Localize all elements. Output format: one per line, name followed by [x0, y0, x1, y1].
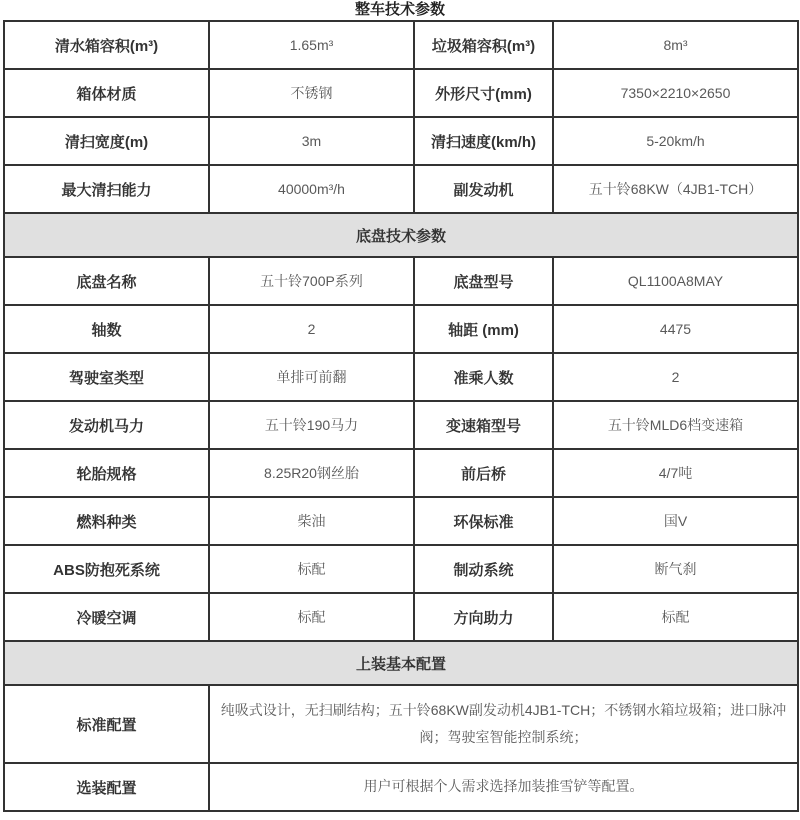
spec-label: 副发动机 [414, 165, 553, 213]
section-header-chassis: 底盘技术参数 [4, 213, 798, 257]
spec-label: 箱体材质 [4, 69, 209, 117]
table-row [4, 545, 798, 593]
spec-value: 单排可前翻 [209, 353, 414, 401]
spec-value: 柴油 [209, 497, 414, 545]
table-row [4, 305, 798, 353]
spec-value: 国V [553, 497, 798, 545]
spec-label: 轴数 [4, 305, 209, 353]
spec-value: 2 [209, 305, 414, 353]
spec-label: 发动机马力 [4, 401, 209, 449]
spec-value: 标配 [553, 593, 798, 641]
spec-value: 五十铃700P系列 [209, 257, 414, 305]
spec-label: 底盘名称 [4, 257, 209, 305]
spec-label: ABS防抱死系统 [4, 545, 209, 593]
spec-value: 8.25R20钢丝胎 [209, 449, 414, 497]
spec-label: 轮胎规格 [4, 449, 209, 497]
spec-value: 五十铃68KW（4JB1-TCH） [553, 165, 798, 213]
spec-table [3, 20, 799, 812]
section-header-upper: 上装基本配置 [4, 641, 798, 685]
spec-label: 环保标准 [414, 497, 553, 545]
table-row [4, 401, 798, 449]
spec-value: 用户可根据个人需求选择加装推雪铲等配置。 [209, 763, 798, 811]
spec-label: 轴距 (mm) [414, 305, 553, 353]
spec-label: 驾驶室类型 [4, 353, 209, 401]
spec-value: 3m [209, 117, 414, 165]
spec-value: 断气刹 [553, 545, 798, 593]
spec-value: QL1100A8MAY [553, 257, 798, 305]
page-title: 整车技术参数 [354, 1, 445, 18]
table-row [4, 593, 798, 641]
table-row [4, 353, 798, 401]
spec-label: 最大清扫能力 [4, 165, 209, 213]
spec-value: 标配 [209, 593, 414, 641]
spec-label: 制动系统 [414, 545, 553, 593]
table-row-section [4, 641, 798, 685]
spec-label: 准乘人数 [414, 353, 553, 401]
table-row [4, 69, 798, 117]
spec-label: 冷暖空调 [4, 593, 209, 641]
spec-label: 燃料种类 [4, 497, 209, 545]
spec-value: 7350×2210×2650 [553, 69, 798, 117]
spec-value: 5-20km/h [553, 117, 798, 165]
spec-value: 不锈钢 [209, 69, 414, 117]
spec-value: 4475 [553, 305, 798, 353]
spec-label: 方向助力 [414, 593, 553, 641]
spec-value: 1.65m³ [209, 21, 414, 69]
spec-label: 清扫速度(km/h) [414, 117, 553, 165]
spec-value: 2 [553, 353, 798, 401]
table-row [4, 21, 798, 69]
table-row [4, 763, 798, 811]
spec-label: 底盘型号 [414, 257, 553, 305]
spec-label: 清水箱容积(m³) [4, 21, 209, 69]
spec-label: 前后桥 [414, 449, 553, 497]
spec-value: 纯吸式设计，无扫刷结构；五十铃68KW副发动机4JB1-TCH；不锈钢水箱垃圾箱；进口脉冲阀；驾驶室智能控制系统； [209, 685, 798, 763]
spec-label: 清扫宽度(m) [4, 117, 209, 165]
spec-label: 选装配置 [4, 763, 209, 811]
spec-value: 8m³ [553, 21, 798, 69]
spec-label: 变速箱型号 [414, 401, 553, 449]
spec-value: 40000m³/h [209, 165, 414, 213]
spec-value: 标配 [209, 545, 414, 593]
spec-label: 标准配置 [4, 685, 209, 763]
table-row [4, 257, 798, 305]
table-row [4, 497, 798, 545]
table-row [4, 165, 798, 213]
spec-value: 五十铃MLD6档变速箱 [553, 401, 798, 449]
table-row [4, 117, 798, 165]
spec-value: 4/7吨 [553, 449, 798, 497]
table-row-section [4, 213, 798, 257]
spec-label: 垃圾箱容积(m³) [414, 21, 553, 69]
spec-label: 外形尺寸(mm) [414, 69, 553, 117]
spec-value: 五十铃190马力 [209, 401, 414, 449]
table-row [4, 449, 798, 497]
table-row [4, 685, 798, 763]
